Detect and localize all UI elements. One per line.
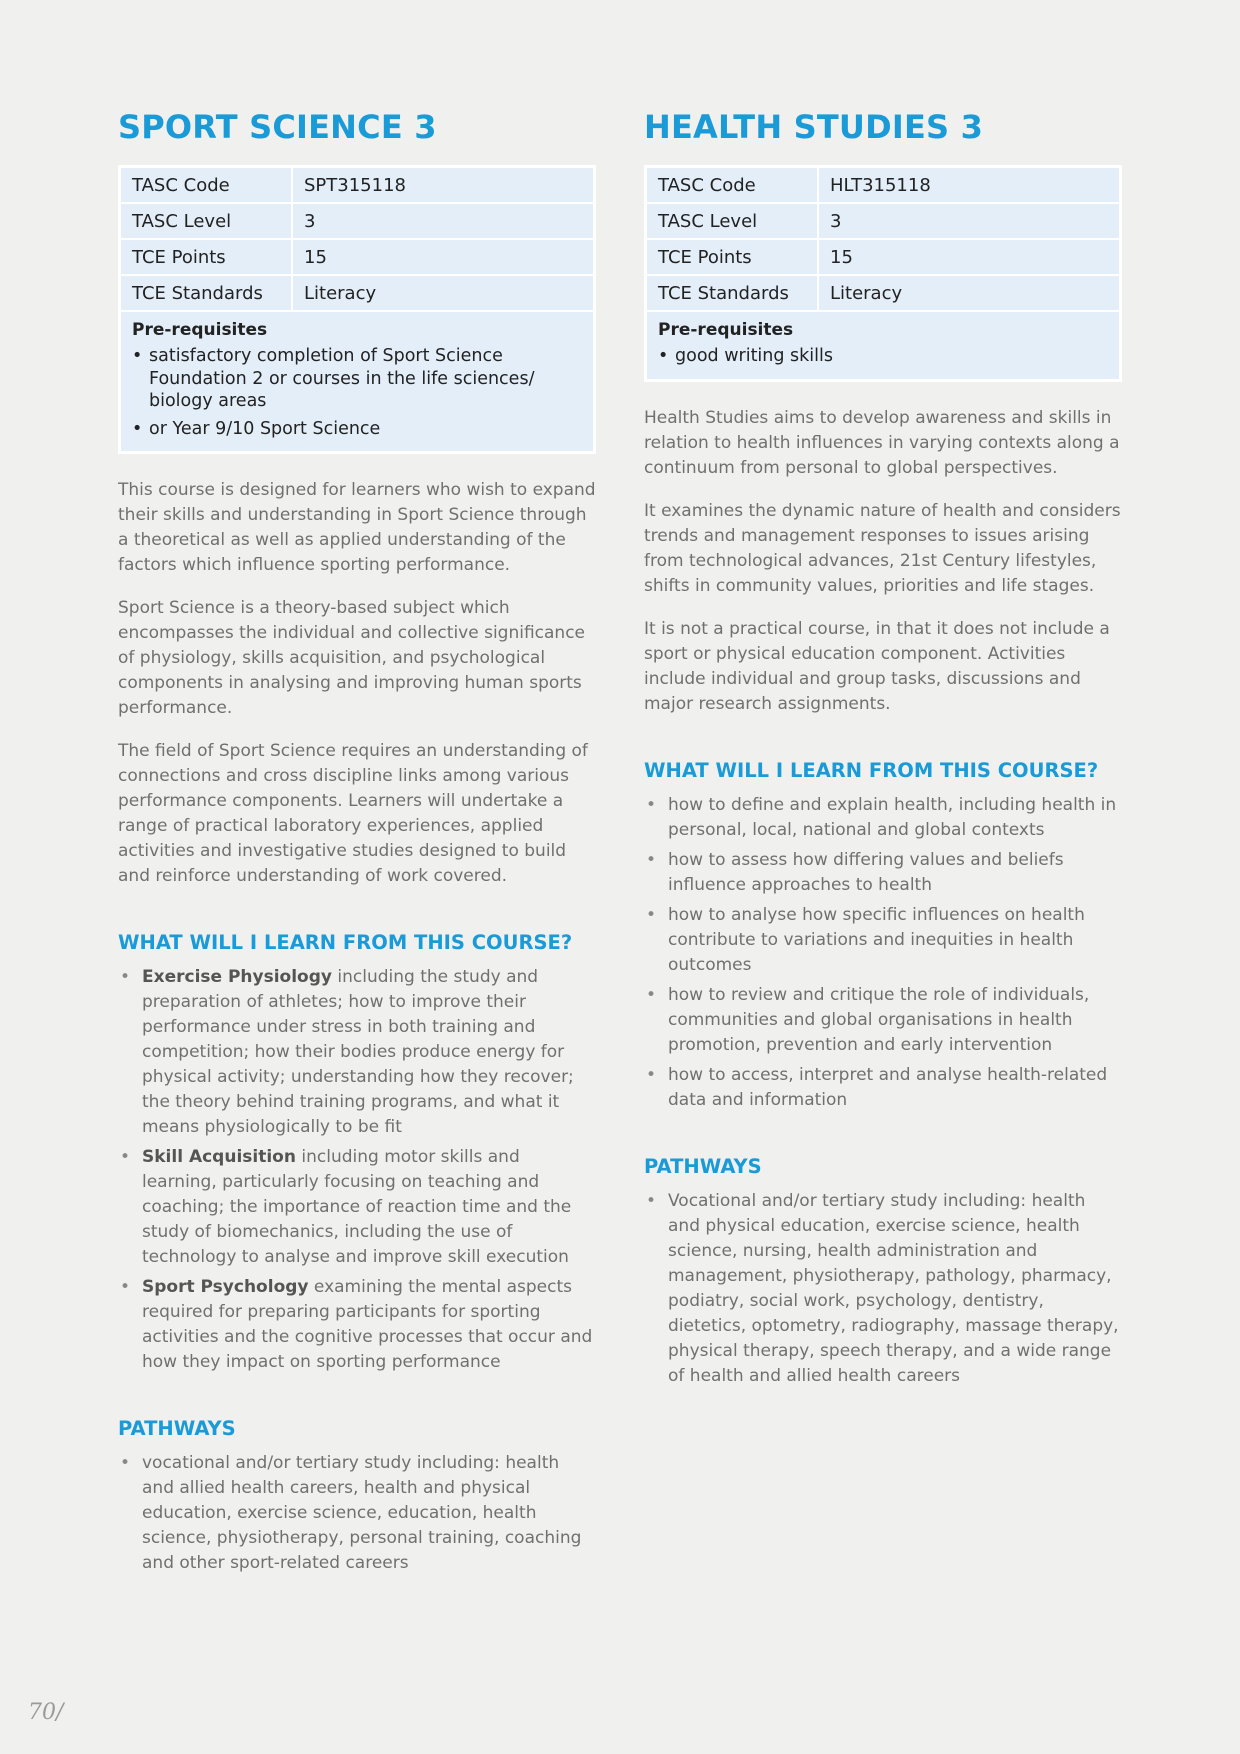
learn-item: • how to assess how differing values and beliefs influence approaches to health <box>644 848 1122 898</box>
info-value: 3 <box>819 204 1119 238</box>
learn-item-text: including the study and preparation of athletes; how to improve their performance under stress in both training and competition; how their bodies produce energy for physical activity; understanding how they recover; the theory behind training programs, and what it means physiologically to be fit <box>142 967 574 1137</box>
learn-item: • how to analyse how specific influences on health contribute to variations and inequities in health outcomes <box>644 903 1122 978</box>
intro-paragraph: Sport Science is a theory-based subject which encompasses the individual and collective significance of physiology, skills acquisition, and psychological components in analysing and improving human sports performance. <box>118 598 586 718</box>
course-title: SPORT SCIENCE 3 <box>118 108 437 146</box>
info-label: TCE Standards <box>121 276 291 310</box>
info-value: SPT315118 <box>293 168 593 202</box>
info-row <box>121 240 593 274</box>
info-row <box>647 204 1119 238</box>
info-value: Literacy <box>819 276 1119 310</box>
learn-item-text: examining the mental aspects required for preparing participants for sporting activities and the cognitive processes that occur and how they impact on sporting performance <box>142 1277 593 1372</box>
course-info-box <box>118 165 596 454</box>
prerequisites-heading: Pre-requisites <box>132 320 268 340</box>
course-info-table <box>645 166 1121 312</box>
learn-item: • how to access, interpret and analyse health-related data and information <box>644 1063 1122 1113</box>
prerequisites-list <box>132 345 582 440</box>
info-label: TCE Standards <box>647 276 817 310</box>
info-label: TASC Code <box>121 168 291 202</box>
prerequisites-heading: Pre-requisites <box>658 320 794 340</box>
intro-paragraph: Health Studies aims to develop awareness and skills in relation to health influences in varying contexts along a continuum from personal to global perspectives. <box>644 407 1120 478</box>
learn-heading: WHAT WILL I LEARN FROM THIS COURSE? <box>644 758 1099 782</box>
info-value: 15 <box>819 240 1119 274</box>
pathways-heading: PATHWAYS <box>644 1154 762 1178</box>
info-row <box>647 240 1119 274</box>
info-value: Literacy <box>293 276 593 310</box>
pathways-list <box>118 1451 596 1576</box>
sport-science-column <box>118 105 596 1581</box>
learn-item: • how to review and critique the role of individuals, communities and global organisations in health promotion, prevention and early intervention <box>644 983 1122 1058</box>
page-number: 70/ <box>28 1700 64 1725</box>
learn-item <box>118 1145 596 1270</box>
course-info-table <box>119 166 595 312</box>
prerequisite-item: • or Year 9/10 Sport Science <box>132 418 582 441</box>
intro-paragraph: This course is designed for learners who wish to expand their skills and understanding in Sport Science through a theoretical as well as applied understanding of the factors which influence sporting performance. <box>118 480 596 575</box>
intro-paragraph: It examines the dynamic nature of health and considers trends and management responses to issues arising from technological advances, 21st Century lifestyles, shifts in community values, priorities and life stages. <box>644 500 1121 596</box>
intro-paragraph: The field of Sport Science requires an understanding of connections and cross discipline links among various performance components. Learners will undertake a range of practical laboratory experiences, applied activities and investigative studies designed to build and reinforce understanding of work covered. <box>118 741 588 886</box>
learn-item-topic: Sport Psychology <box>142 1277 309 1297</box>
prerequisites-section <box>121 312 593 451</box>
pathways-heading: PATHWAYS <box>118 1417 236 1440</box>
prerequisites-list <box>658 345 1108 368</box>
info-row <box>647 276 1119 310</box>
learn-heading: WHAT WILL I LEARN FROM THIS COURSE? <box>118 931 573 954</box>
info-label: TASC Level <box>121 204 291 238</box>
intro-paragraph: It is not a practical course, in that it does not include a sport or physical education component. Activities include individual and group tasks, discussions and major research assignments. <box>644 618 1110 714</box>
pathways-list <box>644 1189 1122 1389</box>
info-row <box>647 168 1119 202</box>
learn-item: • how to define and explain health, including health in personal, local, national and global contexts <box>644 793 1122 843</box>
learn-list <box>118 965 596 1375</box>
info-value: 3 <box>293 204 593 238</box>
learn-item <box>118 1275 596 1375</box>
prerequisite-item: • good writing skills <box>658 345 1108 368</box>
info-label: TASC Code <box>647 168 817 202</box>
learn-item-text: including motor skills and learning, particularly focusing on teaching and coaching; the importance of reaction time and the study of biomechanics, including the use of technology to analyse and improve skill execution <box>142 1147 572 1267</box>
pathway-item: • vocational and/or tertiary study including: health and allied health careers, health and physical education, exercise science, education, health science, physiotherapy, personal training, coaching and other sport-related careers <box>118 1451 596 1576</box>
info-label: TCE Points <box>647 240 817 274</box>
prerequisites-section <box>647 312 1119 379</box>
learn-item <box>118 965 596 1140</box>
course-info-box <box>644 165 1122 382</box>
health-studies-column <box>644 105 1122 1394</box>
info-value: HLT315118 <box>819 168 1119 202</box>
pathway-item: • Vocational and/or tertiary study including: health and physical education, exercise science, health science, nursing, health administration and management, physiotherapy, pathology, pharmacy, podiatry, social work, psychology, dentistry, dietetics, optometry, radiography, massage therapy, physical therapy, speech therapy, and a wide range of health and allied health careers <box>644 1189 1122 1389</box>
info-value: 15 <box>293 240 593 274</box>
info-row <box>121 204 593 238</box>
prerequisite-item: • satisfactory completion of Sport Science Foundation 2 or courses in the life sciences/ biology areas <box>132 345 582 413</box>
info-row <box>121 168 593 202</box>
info-label: TASC Level <box>647 204 817 238</box>
learn-item-topic: Skill Acquisition <box>142 1147 296 1167</box>
info-label: TCE Points <box>121 240 291 274</box>
course-title: HEALTH STUDIES 3 <box>644 108 984 146</box>
learn-list <box>644 793 1122 1113</box>
info-row <box>121 276 593 310</box>
learn-item-topic: Exercise Physiology <box>142 967 332 987</box>
